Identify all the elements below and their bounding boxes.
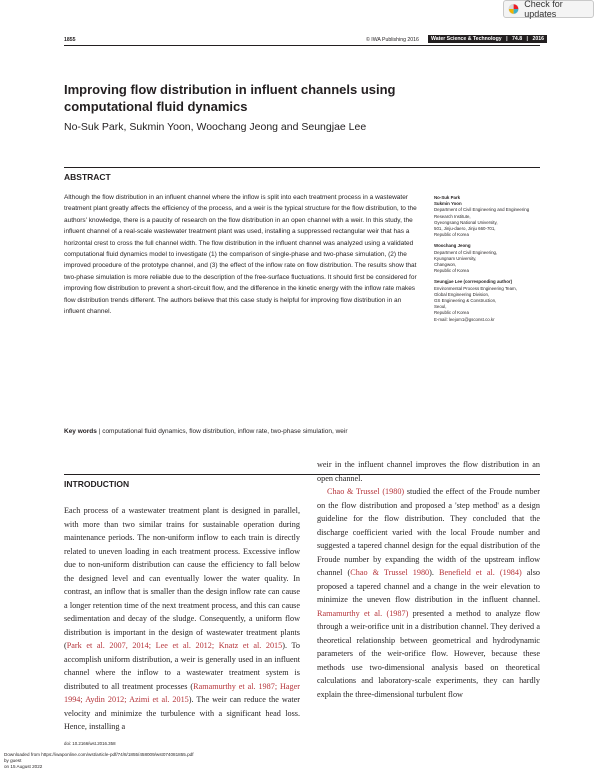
affiliation-block xyxy=(434,195,544,238)
citation-link[interactable]: Benefield et al. (1984) xyxy=(439,568,522,577)
keywords-label: Key words xyxy=(64,428,97,435)
publisher: © IWA Publishing 2016 xyxy=(366,37,419,43)
affiliation-text: Department of Civil Engineering, Kyungnam University, Changwon, Republic of Korea xyxy=(434,249,498,274)
affiliation-text: Environmental Process Engineering Team, Global Engineering Division, GS Engineering & Construction, Seoul, Republic of Korea E-mail: leejom1@gsconst.co.kr xyxy=(434,285,517,322)
affiliations xyxy=(434,195,544,328)
affiliation-block xyxy=(434,279,544,322)
check-for-updates-label: Check for updates xyxy=(524,0,563,19)
intro-text: ). The weir can reduce the water velocity and minimize the turbulence with a significant head loss. Hence, installing a xyxy=(64,695,300,731)
citation-link[interactable]: Park et al. 2007, 2014; Lee et al. 2012; Knatz et al. 2015 xyxy=(66,641,283,650)
introduction-left-column xyxy=(64,504,300,734)
abstract-text: Although the flow distribution in an influent channel where the inflow is split into each treatment process in a wastewater treatment plant greatly affects the efficiency of the process, and a weir is the typical structure for the flow distribution, to the authors' knowledge, there is a paucity of research on the flow distribution in an open channel with a weir. In this study, the influent channel of a real-scale wastewater treatment plant was used, installing a suppressed rectangular weir that has a horizontal crest to cross the full channel width. The flow distribution in the influent channel was analyzed using a validated computational fluid dynamics model to investigate (1) the comparison of single-phase and two-phase simulation, (2) the improved procedure of the prototype channel, and (3) the effect of the inflow rate on flow distribution. The results show that two-phase simulation is more reliable due to the description of the free-surface fluctuations. It should first be considered for improving flow distribution to prevent a short-circuit flow, and the difference in the kinetic energy with the inflow rate makes flow distribution trends different. The authors believe that this case study is helpful for improving flow distribution in an influent channel. xyxy=(64,194,417,316)
intro-text: weir in the influent channel improves the flow distribution in an open channel. xyxy=(317,460,540,483)
citation-link[interactable]: Chao & Trussel (1980) xyxy=(327,487,405,496)
keywords: Key words | computational fluid dynamics, flow distribution, inflow rate, two-phase simulation, weir xyxy=(64,428,348,435)
journal-volume: 74.8 xyxy=(511,36,523,42)
journal-year: 2016 xyxy=(532,36,544,42)
affiliation-names: No-Suk Park Sukmin Yoon xyxy=(434,195,462,207)
introduction-heading: INTRODUCTION xyxy=(64,479,130,489)
citation-link[interactable]: Ramamurthy et al. 1987; Hager 1994; Aydin 2012; Azimi et al. 2015 xyxy=(64,681,301,704)
crossmark-icon xyxy=(508,3,519,15)
intro-text: presented a method to analyze flow through a weir-orifice unit in a distribution channel. They derived a theoretical relationship between geometrical and hydrodynamic parameters of the weir-orifice flow. However, because these methods use two-dimensional analysis based on theoretical calculations and laboratory-scale experiments, they can hardly explain the three-dimensional turbulent flow xyxy=(317,608,540,699)
author-list: No-Suk Park, Sukmin Yoon, Woochang Jeong and Seungjae Lee xyxy=(64,121,367,133)
affiliation-names: Woochang Jeong xyxy=(434,243,471,249)
abstract-rule xyxy=(64,167,540,168)
page-number: 1855 xyxy=(64,37,76,43)
keywords-list: computational fluid dynamics, flow distribution, inflow rate, two-phase simulation, weir xyxy=(102,428,348,435)
affiliation-block xyxy=(434,243,544,274)
affiliation-names: Seungjae Lee (corresponding author) xyxy=(434,279,513,285)
affiliation-text: Department of Civil Engineering and Engineering Research Institute, Gyeongsang National University, 501, Jinju-daero, Jinju 660-701, Republic of Korea xyxy=(434,207,530,238)
abstract-heading: ABSTRACT xyxy=(64,172,111,182)
citation-link[interactable]: Chao & Trussel 1980 xyxy=(350,568,430,577)
header-rule xyxy=(64,45,540,46)
intro-text: also proposed a tapered channel and a change in the weir elevation to minimize the uneven flow distribution in the influent channel. xyxy=(317,568,540,604)
doi[interactable]: doi: 10.2166/wst.2016.358 xyxy=(64,741,116,746)
intro-text: ). To accomplish uniform distribution, a weir is generally used in an influent channel where the inflow to a wastewater treatment system is distributed to all treatment processes ( xyxy=(64,641,300,691)
intro-text: Each process of a wastewater treatment plant is designed in parallel, with more than two similar trains for sustainable operation during maintenance periods. The non-uniform inflow to each train is directly related to uneven loading in each treatment process. Excessive inflow due to non-uniform distribution can cause the efficiency to fall below the designed level and can eventually lower the water quality. In contrast, an inflow that is smaller than the design inflow rate can cause a longer retention time of the next treatment process, and this can cause sedimentation and decay of the sludge. Consequently, a uniform flow distribution is important in the design of wastewater treatment plants ( xyxy=(64,506,300,650)
journal-name: Water Science & Technology xyxy=(431,36,502,42)
check-for-updates-badge[interactable] xyxy=(503,0,594,18)
download-note: Downloaded from https://iwaponline.com/wst/article-pdf/74/8/1855/458009/wst074081855.pdf by guest on 15 August 2022 xyxy=(4,752,194,769)
introduction-right-column xyxy=(317,458,540,701)
intro-text: studied the effect of the Froude number on the flow distribution and proposed a 'step method' as a design guideline for the flow distribution. They concluded that the discharge coefficient varied with the local Froude number and suggested a tapered channel design for the equal distribution of the Froude number by expanding the width of the upstream inflow channel ( xyxy=(317,487,540,577)
intro-text: ). xyxy=(429,568,439,577)
article-title: Improving flow distribution in influent channels using computational fluid dynamics xyxy=(64,82,396,114)
journal-banner: Water Science & Technology | 74.8 | 2016 xyxy=(428,35,547,43)
citation-link[interactable]: Ramamurthy et al. (1987) xyxy=(317,608,409,618)
